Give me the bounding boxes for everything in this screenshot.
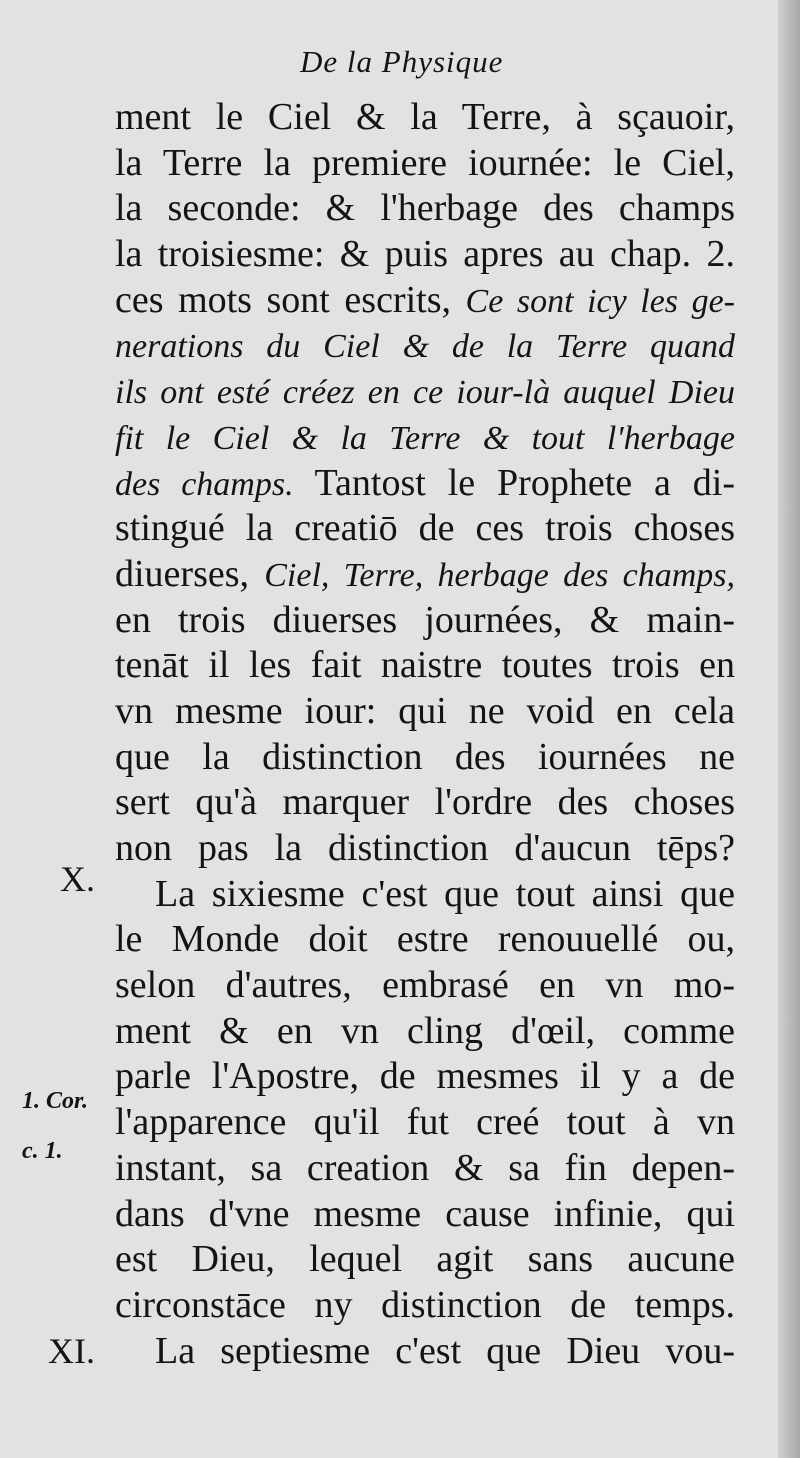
text-line <box>115 1100 735 1146</box>
italic-text: ils ont esté créez en ce iour-là auquel Dieu <box>115 374 735 412</box>
roman-text: circonstāce ny distinction de temps. <box>115 1283 735 1326</box>
roman-text: tenāt il les fait naistre toutes trois en <box>115 644 735 687</box>
text-line <box>115 598 735 644</box>
italic-text: fit le Ciel & la Terre & tout l'herbage <box>115 419 735 457</box>
body-text <box>115 95 735 1374</box>
roman-text: la troisiesme: & puis apres au chap. 2. <box>115 233 735 276</box>
margin-note-reference-chapter: c. 1. <box>22 1138 63 1164</box>
text-line <box>115 1146 735 1192</box>
italic-text: des champs. <box>115 465 315 503</box>
text-line <box>115 232 735 278</box>
text-line <box>115 552 735 598</box>
italic-text: Ce sont icy les ge- <box>465 282 735 320</box>
roman-text: diuerses, <box>115 552 265 595</box>
margin-note-section-x: X. <box>60 859 95 899</box>
roman-text: la seconde: & l'herbage des champs <box>115 187 735 230</box>
roman-text: parle l'Apostre, de mesmes il y a de <box>115 1055 735 1098</box>
text-line <box>115 1054 735 1100</box>
roman-text: la Terre la premiere iournée: le Ciel, <box>115 141 735 184</box>
roman-text: ment & en vn cling d'œil, comme <box>115 1009 735 1052</box>
roman-text: vn mesme iour: qui ne void en cela <box>115 689 735 732</box>
margin-note-section-xi: XI. <box>48 1331 95 1371</box>
text-line <box>115 1237 735 1283</box>
text-line <box>115 323 735 369</box>
roman-text: La sixiesme c'est que tout ainsi que <box>155 872 735 915</box>
margin-note-reference: 1. Cor. <box>22 1088 89 1114</box>
roman-text: le Monde doit estre renouuellé ou, <box>115 918 735 961</box>
text-line <box>115 141 735 187</box>
roman-text: ment le Ciel & la Terre, à sçauoir, <box>115 96 735 138</box>
text-line <box>115 415 735 461</box>
text-line <box>115 186 735 232</box>
roman-text: que la distinction des iournées ne <box>115 735 735 778</box>
text-line <box>115 917 735 963</box>
text-line <box>115 872 735 918</box>
text-line <box>115 1329 735 1375</box>
text-line <box>115 689 735 735</box>
text-line <box>115 461 735 507</box>
text-line <box>115 1009 735 1055</box>
roman-text: sert qu'à marquer l'ordre des choses <box>115 781 735 824</box>
roman-text: La septiesme c'est que Dieu vou- <box>155 1329 735 1372</box>
text-line <box>115 826 735 872</box>
text-line <box>115 735 735 781</box>
text-line <box>115 278 735 324</box>
roman-text: l'apparence qu'il fut creé tout à vn <box>115 1101 735 1144</box>
italic-text: nerations du Ciel & de la Terre quand <box>115 328 735 366</box>
text-line <box>115 1192 735 1238</box>
roman-text: instant, sa creation & sa fin depen- <box>115 1146 735 1189</box>
roman-text: selon d'autres, embrasé en vn mo- <box>115 964 735 1007</box>
text-line <box>115 643 735 689</box>
roman-text: en trois diuerses journées, & main- <box>115 598 735 641</box>
roman-text: Tantost le Prophete a di- <box>314 461 735 504</box>
text-line <box>115 963 735 1009</box>
roman-text: ces mots sont escrits, <box>115 278 466 321</box>
text-line <box>115 95 735 141</box>
text-line <box>115 780 735 826</box>
running-header: De la Physique <box>300 44 504 79</box>
roman-text: non pas la distinction d'aucun tēps? <box>115 827 735 869</box>
page-edge <box>778 0 800 1458</box>
text-line <box>115 369 735 415</box>
roman-text: est Dieu, lequel agit sans aucune <box>115 1238 735 1281</box>
roman-text: stingué la creatiō de ces trois choses <box>115 507 735 550</box>
text-line <box>115 506 735 552</box>
italic-text: Ciel, Terre, herbage des champs, <box>264 556 735 594</box>
text-line <box>115 1283 735 1329</box>
roman-text: dans d'vne mesme cause infinie, qui <box>115 1192 735 1235</box>
